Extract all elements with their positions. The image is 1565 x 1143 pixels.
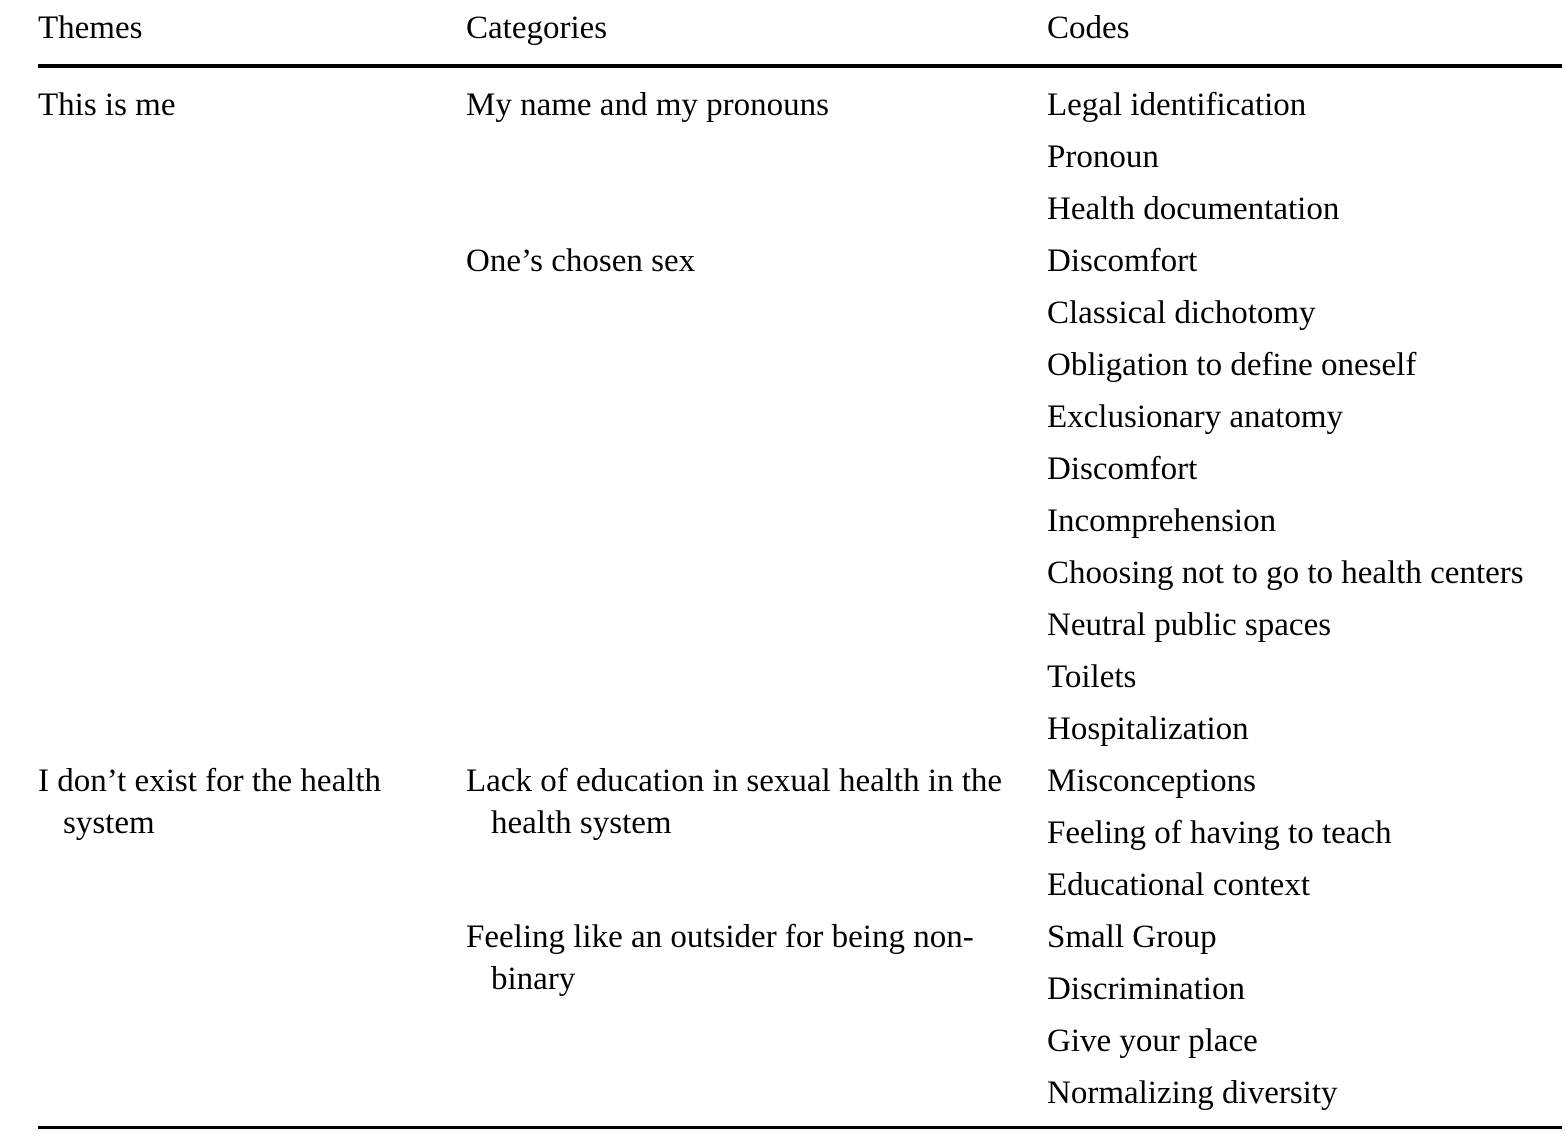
code-cell: Educational context [1047, 867, 1310, 903]
code-cell: Feeling of having to teach [1047, 815, 1392, 851]
code-cell: Normalizing diversity [1047, 1075, 1338, 1111]
code-cell: Discomfort [1047, 451, 1198, 487]
theme-cell: I don’t exist for the health system [38, 763, 382, 841]
bottom-rule [38, 1126, 1562, 1129]
code-cell: Exclusionary anatomy [1047, 399, 1344, 435]
code-cell: Toilets [1047, 659, 1137, 695]
code-cell: Incomprehension [1047, 503, 1277, 539]
code-cell: Give your place [1047, 1023, 1258, 1059]
code-cell: Classical dichotomy [1047, 295, 1316, 331]
header-codes: Codes [1047, 10, 1130, 46]
code-cell: Choosing not to go to health centers [1047, 555, 1524, 591]
header-categories: Categories [466, 10, 608, 46]
header-rule [38, 64, 1562, 68]
code-cell: Pronoun [1047, 139, 1159, 175]
code-cell: Small Group [1047, 919, 1217, 955]
code-cell: Misconceptions [1047, 763, 1256, 799]
header-themes: Themes [38, 10, 143, 46]
code-cell: Legal identification [1047, 87, 1307, 123]
table-header [38, 6, 1562, 50]
code-cell: Neutral public spaces [1047, 607, 1332, 643]
category-cell: Lack of education in sexual health in the health system [466, 763, 1003, 841]
code-cell: Hospitalization [1047, 711, 1249, 747]
code-cell: Obligation to define oneself [1047, 347, 1417, 383]
code-cell: Health documentation [1047, 191, 1340, 227]
theme-cell: This is me [38, 87, 176, 123]
category-cell: One’s chosen sex [466, 243, 696, 279]
code-cell: Discomfort [1047, 243, 1198, 279]
code-cell: Discrimination [1047, 971, 1245, 1007]
category-cell: My name and my pronouns [466, 87, 829, 123]
category-cell: Feeling like an outsider for being non-binary [466, 919, 974, 997]
